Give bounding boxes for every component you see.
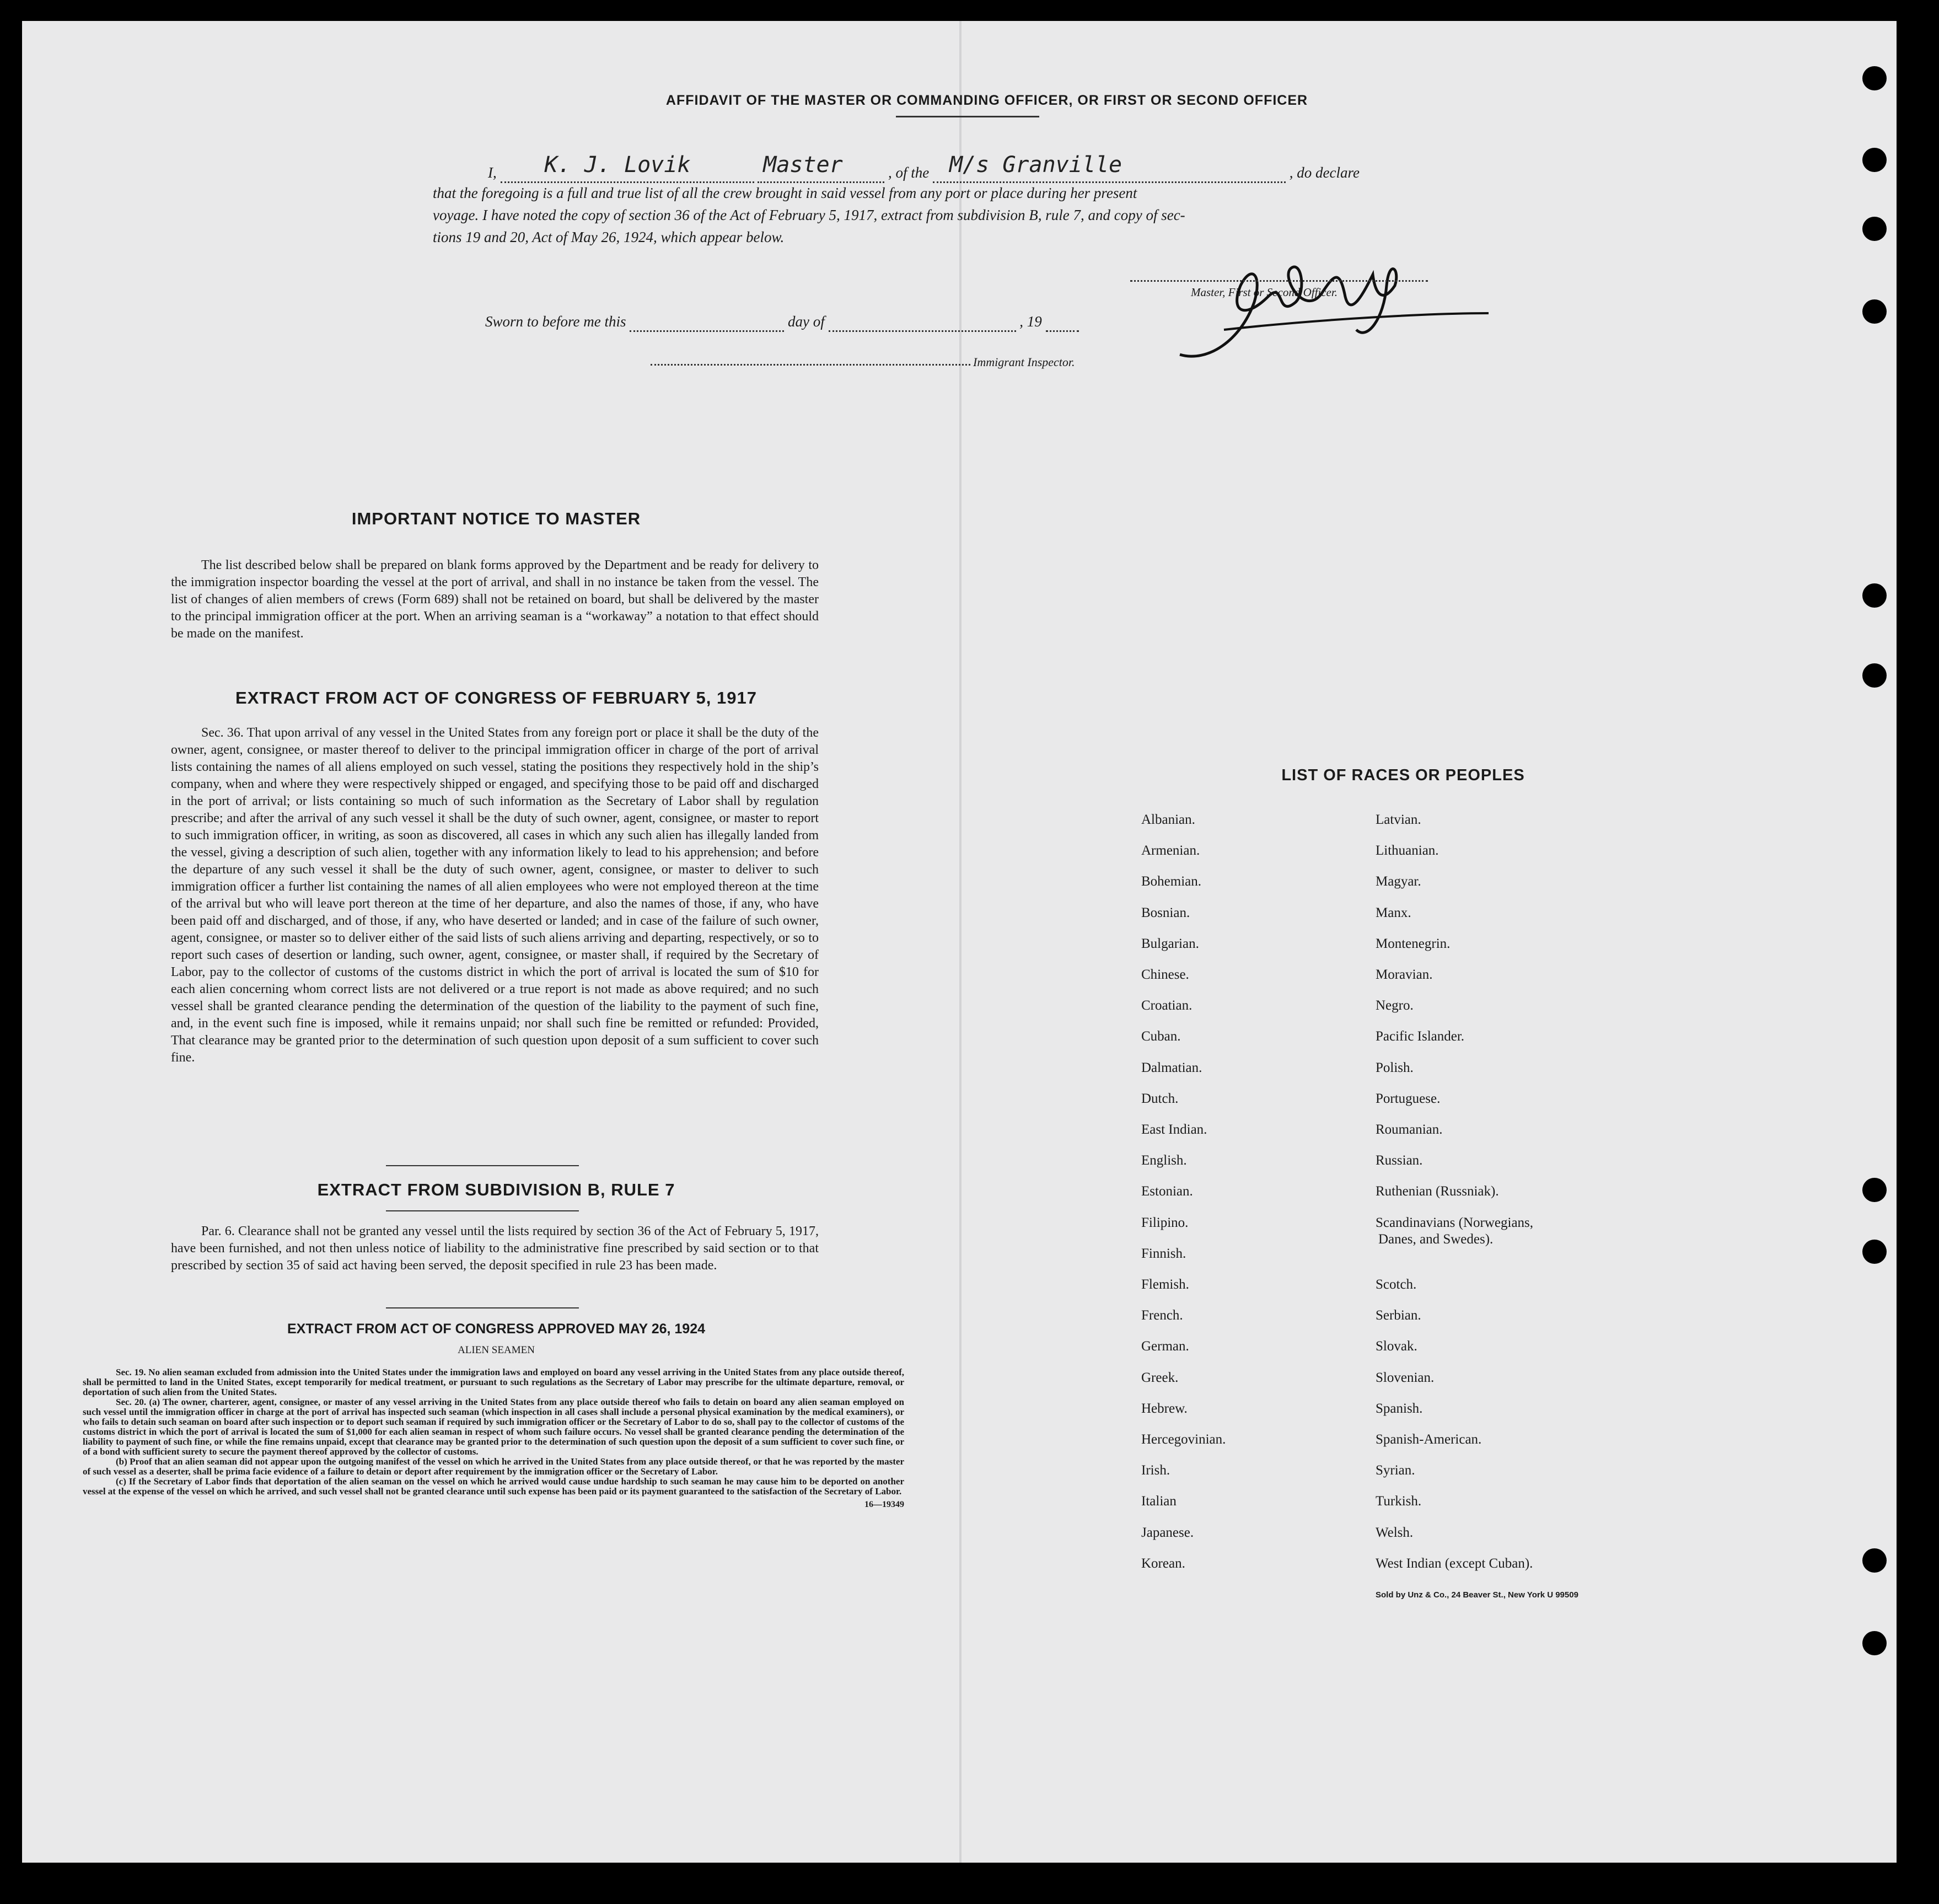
affidavit-line-1: I, K. J. Lovik Master , of the M/s Granville , do declare [488, 164, 1502, 183]
binder-hole [1862, 663, 1887, 688]
race-item: Italian [1141, 1494, 1177, 1509]
race-item: Slovak. [1376, 1339, 1417, 1354]
race-item: French. [1141, 1308, 1183, 1323]
race-item: Estonian. [1141, 1184, 1193, 1199]
race-item: Bosnian. [1141, 905, 1190, 920]
race-item: Dutch. [1141, 1091, 1179, 1106]
inspector-caption: Immigrant Inspector. [973, 355, 1075, 369]
race-item: Spanish. [1376, 1401, 1423, 1416]
race-item: Russian. [1376, 1153, 1423, 1168]
race-item: Cuban. [1141, 1029, 1181, 1044]
race-item: Roumanian. [1376, 1122, 1443, 1137]
race-item: Finnish. [1141, 1246, 1186, 1261]
race-item: Filipino. [1141, 1215, 1189, 1230]
race-item: Turkish. [1376, 1494, 1422, 1509]
divider [386, 1165, 579, 1166]
center-fold [959, 21, 962, 1863]
race-item: Pacific Islander. [1376, 1029, 1465, 1044]
officer-signature-line [1130, 280, 1428, 282]
act-1917-body: Sec. 36. That upon arrival of any vessel in the United States from any foreign port or place it shall be the duty of the owner, agent, consignee, or master thereof to deliver to the principal immigration officer in charge of the port of arrival lists containing the names of all aliens employed on such vessel, stating the positions they respectively hold in the ship’s company, when and where they were respectively shipped or engaged, and specifying those to be paid off and discharged in the port of arrival; or lists containing so much of such information as the Secretary of Labor shall by regulation prescribe; and after the arrival of any such vessel it shall be the duty of such owner, agent, consignee, or master to report to such immigration officer, in writing, as soon as discovered, all cases in which any such alien has illegally landed from the vessel, giving a description of such alien, together with any information likely to lead to his apprehension; and before the departure of any such vessel it shall be the duty of such owner, agent, consignee, or master to deliver to such immigration officer a further list containing the names of all alien employees who were not employed thereon at the time of the arrival but who will leave port thereon at the time of her departure, and also the names of those, if any, who have been paid off and discharged, and of those, if any, who have deserted or landed; and in case of the failure of such owner, agent, consignee, or master so to deliver either of the said lists of such aliens arriving and departing, respectively, or so to report such cases of desertion or landing, such owner, agent, consignee, or master shall, if required by the Secretary of Labor, pay to the collector of customs of the customs district in which the port of arrival is located the sum of $10 for each alien concerning whom correct lists are not delivered or a true report is not made as above required; and no such vessel shall be granted clearance pending the determination of the question of the liability to the payment of such fine, and, in the event such fine is imposed, while it remains unpaid; nor shall such fine be remitted or refunded: Provided, That clearance may be granted prior to the determination of such question upon deposit of a sum sufficient to cover such fine. [171, 726, 819, 1065]
race-item: Polish. [1376, 1060, 1414, 1075]
affidavit-heading-underline [430, 116, 1489, 118]
race-item: Latvian. [1376, 812, 1421, 827]
race-item: Negro. [1376, 998, 1414, 1013]
race-item: West Indian (except Cuban). [1376, 1556, 1533, 1571]
officer-caption: Master, First or Second Officer. [1191, 286, 1338, 299]
race-item: Lithuanian. [1376, 843, 1439, 859]
race-item: Greek. [1141, 1370, 1179, 1385]
races-heading: LIST OF RACES OR PEOPLES [1281, 766, 1525, 784]
race-item: Dalmatian. [1141, 1060, 1202, 1075]
binder-hole [1862, 148, 1887, 172]
race-item: German. [1141, 1339, 1189, 1354]
act-1924-body: Sec. 19. No alien seaman excluded from admission into the United States under the immigration laws and employed on board any vessel arriving in the United States from any place outside thereof, shall be permitted to land in the United States, except temporarily for medical treatment, or pursuant to such regulations as the Secretary of Labor may prescribe for the ultimate departure, removal, or deportation of such alien from the United States. Sec. 20. (a) The owner, charterer, agent, consignee, or master of any vessel arriving in the United States from any place outside thereof who fails to detain on board any alien seaman employed on such vessel until the immigration officer in charge at the port of arrival has inspected such seaman (which inspection in all cases shall include a personal physical examination by the medical examiners), or who fails to detain such seaman on board after such inspection or to deport such seaman if required by such immigration officer or the Secretary of Labor to do so, shall pay to the collector of customs of the customs district in which the port of arrival is located the sum of $1,000 for each alien seaman in respect of whom such failure occurs. No vessel shall be granted clearance pending the determination of the liability to payment of such fine, or while the fine remains unpaid, except that clearance may be granted prior to the determination of such question upon the deposit of a sum sufficient to cover such fine, or of a bond with sufficient surety to secure the payment thereof approved by the collector of customs. (b) Proof that an alien seaman did not appear upon the outgoing manifest of the vessel on which he arrived in the United States from any place outside thereof, or that he was reported by the master of such vessel as a deserter, shall be prima facie evidence of a failure to detain or deport after requirement by the immigration officer or the Secretary of Labor. (c) If the Secretary of Labor finds that deportation of the alien seaman on the vessel on which he arrived would cause undue hardship to such seaman he may cause him to be deported on another vessel at the expense of the vessel on which he arrived, and such vessel shall not be granted clearance until such expense has been paid or its payment guaranteed to the satisfaction of the Secretary of Labor. 16—19349 [83, 1367, 904, 1509]
rule-7-heading: EXTRACT FROM SUBDIVISION B, RULE 7 [317, 1180, 675, 1199]
race-item: Korean. [1141, 1556, 1185, 1571]
race-item: Manx. [1376, 905, 1411, 920]
race-item: Armenian. [1141, 843, 1200, 859]
handwritten-vessel-name: M/s Granville [949, 152, 1122, 178]
handwritten-title: Master [763, 152, 843, 178]
race-item: Magyar. [1376, 874, 1421, 889]
race-item: Japanese. [1141, 1525, 1194, 1540]
race-item: Syrian. [1376, 1463, 1415, 1478]
binder-hole [1862, 1240, 1887, 1264]
race-item: Bulgarian. [1141, 936, 1199, 951]
race-item: Irish. [1141, 1463, 1170, 1478]
binder-hole [1862, 299, 1887, 324]
act-1924-heading: EXTRACT FROM ACT OF CONGRESS APPROVED MAY 26, 1924 [287, 1321, 706, 1337]
inspector-line [651, 364, 970, 366]
form-number: 16—19349 [864, 1500, 904, 1509]
binder-hole [1862, 66, 1887, 90]
race-item: Welsh. [1376, 1525, 1414, 1540]
notice-heading: IMPORTANT NOTICE TO MASTER [351, 509, 641, 528]
race-item: East Indian. [1141, 1122, 1207, 1137]
handwritten-master-name: K. J. Lovik [544, 152, 691, 178]
race-item: Scotch. [1376, 1277, 1417, 1292]
binder-hole [1862, 1631, 1887, 1655]
race-item: Croatian. [1141, 998, 1193, 1013]
act-1917-heading: EXTRACT FROM ACT OF CONGRESS OF FEBRUARY 5, 1917 [235, 688, 757, 707]
race-item: Scandinavians (Norwegians, [1376, 1215, 1534, 1230]
binder-hole [1862, 1178, 1887, 1202]
race-item: Montenegrin. [1376, 936, 1451, 951]
race-item: Danes, and Swedes). [1378, 1231, 1494, 1247]
binder-hole [1862, 217, 1887, 241]
race-item: Portuguese. [1376, 1091, 1441, 1106]
divider [386, 1210, 579, 1211]
document-page [22, 21, 1897, 1863]
race-item: English. [1141, 1153, 1187, 1168]
notice-body: The list described below shall be prepared on blank forms approved by the Department and be ready for delivery to the immigration inspector boarding the vessel at the port of arrival, and shall in no instance be taken from the vessel. The list of changes of alien members of crews (Form 689) shall not be retained on board, but shall be delivered by the master to the principal immigration officer at the port. When an arriving seaman is a “workaway” a notation to that effect should be made on the manifest. [171, 558, 819, 641]
race-item: Serbian. [1376, 1308, 1421, 1323]
race-item: Chinese. [1141, 967, 1189, 982]
officer-signature [1158, 236, 1500, 374]
divider [386, 1307, 579, 1308]
race-item: Slovenian. [1376, 1370, 1435, 1385]
binder-hole [1862, 583, 1887, 608]
sworn-line: Sworn to before me this day of , 19 [485, 313, 1147, 332]
race-item: Hercegovinian. [1141, 1432, 1226, 1447]
affidavit-body: that the foregoing is a full and true list of all the crew brought in said vessel from any port or place during her present voyage. I have noted the copy of section 36 of the Act of February 5, 1917, extract from subdivision B, rule 7, and copy of sec- tions 19 and 20, Act of May 26, 1924, which appear below. [433, 185, 1185, 245]
race-item: Ruthenian (Russniak). [1376, 1184, 1499, 1199]
race-item: Moravian. [1376, 967, 1433, 982]
race-item: Hebrew. [1141, 1401, 1188, 1416]
affidavit-heading: AFFIDAVIT OF THE MASTER OR COMMANDING OFFICER, OR FIRST OR SECOND OFFICER [665, 93, 1308, 108]
race-item: Spanish-American. [1376, 1432, 1482, 1447]
race-item: Flemish. [1141, 1277, 1189, 1292]
rule-7-body: Par. 6. Clearance shall not be granted any vessel until the lists required by section 36 of the Act of February 5, 1917, have been furnished, and not then unless notice of liability to the administrative fine prescribed by said section or to that prescribed by section 35 of said act having been served, the deposit specified in rule 23 has been made. [171, 1224, 819, 1273]
race-item: Albanian. [1141, 812, 1195, 827]
race-item: Bohemian. [1141, 874, 1202, 889]
act-1924-subheading: ALIEN SEAMEN [458, 1344, 535, 1356]
printer-footer: Sold by Unz & Co., 24 Beaver St., New York U 99509 [1376, 1590, 1578, 1600]
binder-hole [1862, 1548, 1887, 1573]
